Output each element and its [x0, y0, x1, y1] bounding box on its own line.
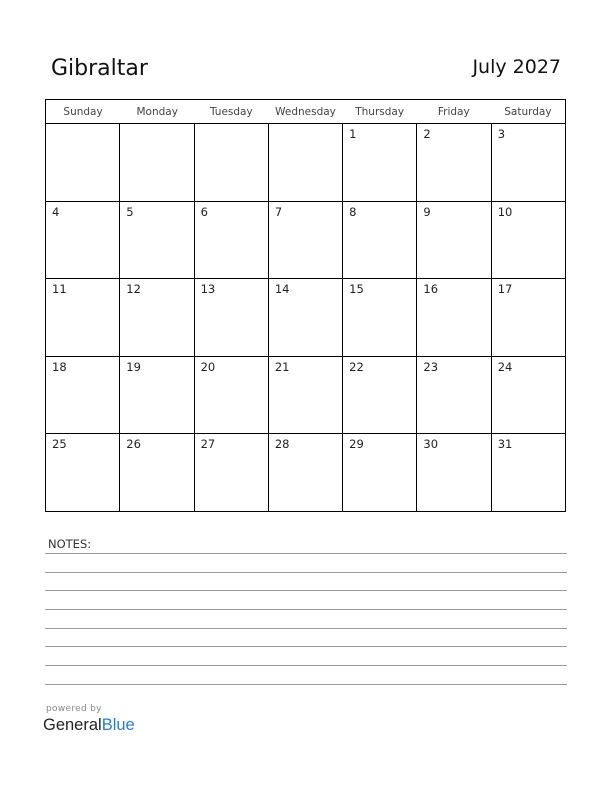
week-row [46, 357, 565, 435]
weekday-friday: Friday [437, 106, 470, 118]
day-cell[interactable] [269, 434, 343, 511]
note-line [45, 572, 567, 573]
day-cell[interactable] [195, 357, 269, 434]
day-number: 15 [349, 282, 364, 297]
day-number: 7 [274, 204, 283, 219]
day-cell[interactable] [120, 124, 194, 201]
day-cell[interactable] [417, 202, 491, 279]
day-cell[interactable] [195, 434, 269, 511]
day-number: 14 [274, 282, 290, 297]
day-cell[interactable] [417, 357, 491, 434]
week-row [46, 124, 565, 202]
day-number: 23 [423, 359, 439, 374]
note-line [45, 553, 567, 554]
day-number: 16 [423, 282, 439, 297]
week-row [46, 279, 565, 357]
day-cell[interactable] [120, 357, 194, 434]
weekday-monday: Monday [136, 106, 178, 118]
day-cell[interactable] [195, 202, 269, 279]
day-cell[interactable] [417, 124, 491, 201]
weekday-sunday: Sunday [63, 106, 103, 118]
day-cell[interactable] [46, 124, 120, 201]
day-number: 11 [52, 282, 67, 297]
calendar-grid [45, 99, 566, 512]
day-cell[interactable] [195, 124, 269, 201]
note-line [45, 590, 567, 591]
day-cell[interactable] [46, 279, 120, 356]
day-cell[interactable] [269, 202, 343, 279]
day-number: 28 [274, 437, 290, 452]
day-number: 19 [126, 359, 141, 374]
day-number: 26 [126, 437, 141, 452]
weekday-wednesday: Wednesday [275, 106, 336, 118]
day-number: 2 [423, 127, 431, 141]
day-cell[interactable] [343, 279, 417, 356]
day-cell[interactable] [417, 279, 491, 356]
day-number: 13 [200, 282, 216, 297]
powered-by-text: powered by [46, 704, 102, 714]
brand-blue: Blue [101, 716, 135, 734]
day-cell[interactable] [46, 357, 120, 434]
generalblue-logo[interactable] [43, 716, 135, 735]
week-row [46, 202, 565, 280]
weekday-thursday: Thursday [355, 106, 405, 118]
day-number: 6 [200, 204, 208, 219]
day-number: 27 [200, 437, 216, 452]
day-cell[interactable] [46, 202, 120, 279]
day-cell[interactable] [269, 124, 343, 201]
note-line [45, 646, 567, 647]
calendar-weeks [46, 124, 565, 511]
month-label: July 2027 [472, 56, 561, 78]
day-number: 12 [126, 282, 141, 297]
day-cell[interactable] [343, 434, 417, 511]
weekday-tuesday: Tuesday [209, 106, 253, 118]
weekday-saturday: Saturday [504, 106, 552, 118]
note-line [45, 628, 567, 629]
day-number: 24 [497, 359, 513, 374]
day-number: 31 [497, 437, 513, 452]
day-number: 30 [423, 437, 439, 452]
day-cell[interactable] [120, 434, 194, 511]
brand-general: General [43, 716, 102, 734]
day-number: 9 [423, 204, 431, 219]
day-number: 17 [497, 282, 513, 297]
notes-label: NOTES: [48, 537, 92, 551]
day-number: 10 [497, 204, 513, 219]
day-number: 21 [274, 359, 290, 374]
day-number: 5 [126, 204, 134, 219]
day-number: 3 [497, 127, 506, 141]
day-cell[interactable] [195, 279, 269, 356]
note-line [45, 665, 567, 666]
day-number: 25 [52, 437, 67, 452]
day-number: 4 [52, 204, 60, 219]
day-cell[interactable] [417, 434, 491, 511]
day-number: 18 [52, 359, 67, 374]
day-cell[interactable] [492, 202, 565, 279]
day-number: 20 [200, 359, 216, 374]
day-cell[interactable] [343, 357, 417, 434]
day-cell[interactable] [492, 124, 565, 201]
day-cell[interactable] [343, 124, 417, 201]
day-cell[interactable] [492, 434, 565, 511]
day-number: 22 [349, 359, 364, 374]
day-cell[interactable] [343, 202, 417, 279]
page-title: Gibraltar [51, 56, 148, 81]
day-cell[interactable] [46, 434, 120, 511]
day-cell[interactable] [269, 357, 343, 434]
day-cell[interactable] [120, 279, 194, 356]
day-cell[interactable] [492, 279, 565, 356]
day-cell[interactable] [120, 202, 194, 279]
note-line [45, 609, 567, 610]
day-number: 8 [349, 204, 357, 219]
day-cell[interactable] [492, 357, 565, 434]
weekday-header [46, 100, 565, 124]
week-row [46, 434, 565, 511]
note-line [45, 684, 567, 685]
day-cell[interactable] [269, 279, 343, 356]
day-number: 1 [349, 127, 357, 141]
day-number: 29 [349, 437, 364, 452]
